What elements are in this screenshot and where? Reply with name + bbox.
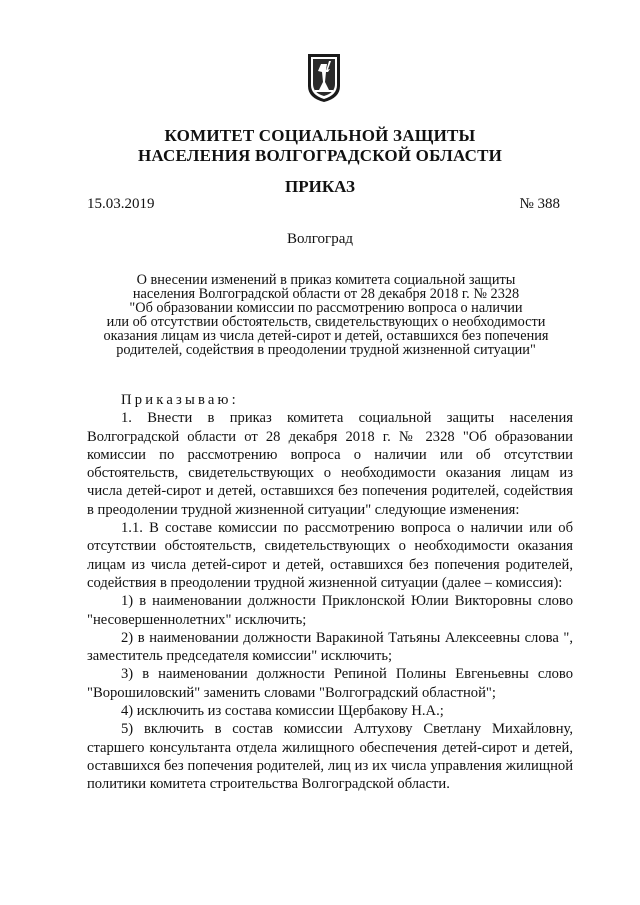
document-date: 15.03.2019	[87, 196, 155, 212]
subject-line: оказания лицам из числа детей-сирот и детей, оставшихся без попечения	[103, 328, 549, 344]
subject-line: "Об образовании комиссии по рассмотрению вопроса о наличии	[129, 300, 523, 316]
document-city: Волгоград	[286, 231, 353, 247]
body-item-2: 2) в наименовании должности Варакиной Татьяны Алексеевны слова ", заместитель председателя комиссии" исключить;	[87, 629, 573, 665]
body-item-1: 1) в наименовании должности Приклонской Юлии Викторовны слово "несовершеннолетних" исключить;	[87, 593, 573, 628]
subject-line: О внесении изменений в приказ комитета социальной защиты	[136, 272, 516, 288]
subject-line: или об отсутствии обстоятельств, свидетельствующих о необходимости	[106, 314, 546, 330]
document-body	[87, 391, 573, 794]
coat-of-arms-shield	[306, 52, 342, 104]
organization-name-line1: КОМИТЕТ СОЦИАЛЬНОЙ ЗАЩИТЫ	[164, 126, 476, 145]
body-paragraph-1-1: 1.1. В составе комиссии по рассмотрению вопроса о наличии или об отсутствии обстоятельств, свидетельствующих о необходимости оказания лицам из числа детей-сирот и детей, оставшихся без попечения родителей, содействия в преодолении трудной жизненной ситуации (далее – комиссия):	[87, 520, 573, 591]
document-number: № 388	[519, 196, 560, 212]
document-type: ПРИКАЗ	[285, 177, 355, 196]
coat-of-arms-icon	[306, 52, 342, 104]
subject-line: родителей, содействия в преодолении трудной жизненной ситуации"	[116, 342, 536, 358]
body-item-4: 4) исключить из состава комиссии Щербакову Н.А.;	[121, 703, 444, 720]
organization-name-line2: НАСЕЛЕНИЯ ВОЛГОГРАДСКОЙ ОБЛАСТИ	[137, 146, 503, 165]
order-word: Приказываю:	[121, 392, 239, 408]
body-item-5: 5) включить в состав комиссии Алтухову Светлану Михайловну, старшего консультанта отдела жилищного обеспечения детей-сирот и детей, оставшихся без попечения родителей, лиц из их числа управления жилищной политики комитета строительства Волгоградской области.	[87, 721, 573, 793]
document-subject	[100, 273, 552, 357]
body-paragraph-1: 1. Внести в приказ комитета социальной защиты населения Волгоградской области от 28 декабря 2018 г. № 2328 "Об образовании комиссии по рассмотрению вопроса о наличии или об отсутствии обстоятельств, свидетельствующих о необходимости оказания лицам из числа детей-сирот и детей, оставшихся без попечения родителей, содействия в преодолении трудной жизненной ситуации" следующие изменения:	[87, 410, 573, 518]
body-item-3: 3) в наименовании должности Репиной Полины Евгеньевны слово "Ворошиловский" заменить словами "Волгоградский областной";	[87, 666, 573, 701]
subject-line: населения Волгоградской области от 28 декабря 2018 г. № 2328	[132, 286, 520, 302]
